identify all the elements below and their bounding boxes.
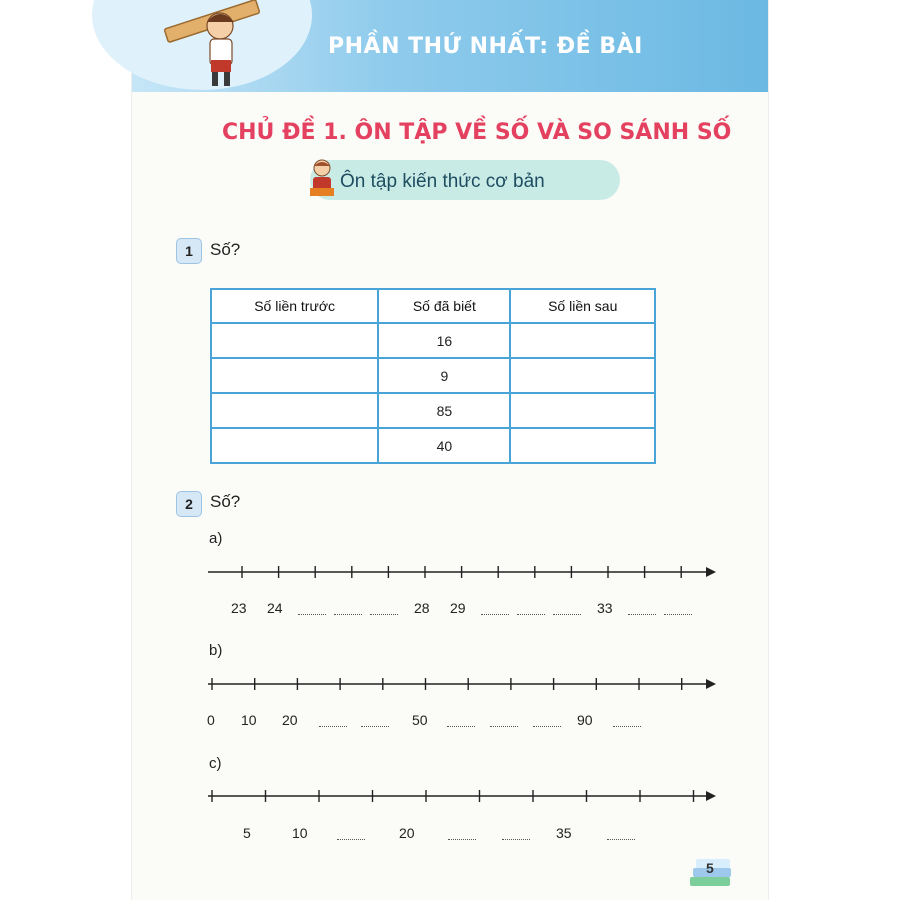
- tick-label: 20: [282, 712, 298, 728]
- answer-blank[interactable]: [298, 613, 326, 615]
- column-header-before: Số liền trước: [211, 289, 378, 323]
- tick-label: 50: [412, 712, 428, 728]
- part-b-label: b): [209, 642, 223, 659]
- number-line-b: [208, 674, 720, 694]
- arrow-right-icon: [706, 679, 716, 689]
- after-cell[interactable]: [510, 358, 655, 393]
- table-row: [211, 358, 655, 393]
- number-line-c: [208, 786, 720, 806]
- tick-label: 10: [292, 825, 308, 841]
- page-number: 5: [706, 860, 714, 876]
- exercise-number-badge: 1: [176, 238, 202, 264]
- tick-label: 29: [450, 600, 466, 616]
- tick-label: 10: [241, 712, 257, 728]
- answer-blank[interactable]: [502, 838, 530, 840]
- answer-blank[interactable]: [319, 725, 347, 727]
- part-c-label: c): [209, 755, 222, 772]
- answer-blank[interactable]: [370, 613, 398, 615]
- after-cell[interactable]: [510, 428, 655, 463]
- exercise-prompt: Số?: [210, 492, 241, 511]
- answer-blank[interactable]: [337, 838, 365, 840]
- number-table: [210, 288, 656, 464]
- table-row: [211, 428, 655, 463]
- reading-boy-icon: [307, 158, 337, 198]
- column-header-known: Số đã biết: [378, 289, 510, 323]
- known-cell: 9: [378, 358, 510, 393]
- tick-label: 28: [414, 600, 430, 616]
- table-row: [211, 393, 655, 428]
- tick-label: 23: [231, 600, 247, 616]
- arrow-right-icon: [706, 791, 716, 801]
- answer-blank[interactable]: [517, 613, 545, 615]
- known-cell: 40: [378, 428, 510, 463]
- section-title: PHẦN THỨ NHẤT: ĐỀ BÀI: [328, 34, 643, 59]
- chapter-subtitle: Ôn tập kiến thức cơ bản: [340, 171, 545, 192]
- table-header-row: [211, 289, 655, 323]
- tick-label: 20: [399, 825, 415, 841]
- boy-with-ruler-icon: [158, 0, 268, 88]
- chapter-title: CHỦ ĐỀ 1. ÔN TẬP VỀ SỐ VÀ SO SÁNH SỐ: [222, 120, 732, 145]
- tick-label: 90: [577, 712, 593, 728]
- answer-blank[interactable]: [553, 613, 581, 615]
- answer-blank[interactable]: [361, 725, 389, 727]
- before-cell[interactable]: [211, 393, 378, 428]
- answer-blank[interactable]: [628, 613, 656, 615]
- answer-blank[interactable]: [613, 725, 641, 727]
- answer-blank[interactable]: [447, 725, 475, 727]
- before-cell[interactable]: [211, 358, 378, 393]
- tick-label: 24: [267, 600, 283, 616]
- answer-blank[interactable]: [448, 838, 476, 840]
- before-cell[interactable]: [211, 323, 378, 358]
- column-header-after: Số liền sau: [510, 289, 655, 323]
- answer-blank[interactable]: [664, 613, 692, 615]
- answer-blank[interactable]: [481, 613, 509, 615]
- header-banner: [132, 0, 768, 92]
- known-cell: 16: [378, 323, 510, 358]
- answer-blank[interactable]: [607, 838, 635, 840]
- exercise-number-badge: 2: [176, 491, 202, 517]
- arrow-right-icon: [706, 567, 716, 577]
- tick-label: 0: [207, 712, 215, 728]
- tick-label: 33: [597, 600, 613, 616]
- answer-blank[interactable]: [533, 725, 561, 727]
- after-cell[interactable]: [510, 323, 655, 358]
- answer-blank[interactable]: [490, 725, 518, 727]
- answer-blank[interactable]: [334, 613, 362, 615]
- part-a-label: a): [209, 530, 223, 547]
- tick-label: 35: [556, 825, 572, 841]
- before-cell[interactable]: [211, 428, 378, 463]
- tick-label: 5: [243, 825, 251, 841]
- known-cell: 85: [378, 393, 510, 428]
- exercise-prompt: Số?: [210, 240, 241, 259]
- after-cell[interactable]: [510, 393, 655, 428]
- number-line-a: [208, 562, 720, 582]
- table-row: [211, 323, 655, 358]
